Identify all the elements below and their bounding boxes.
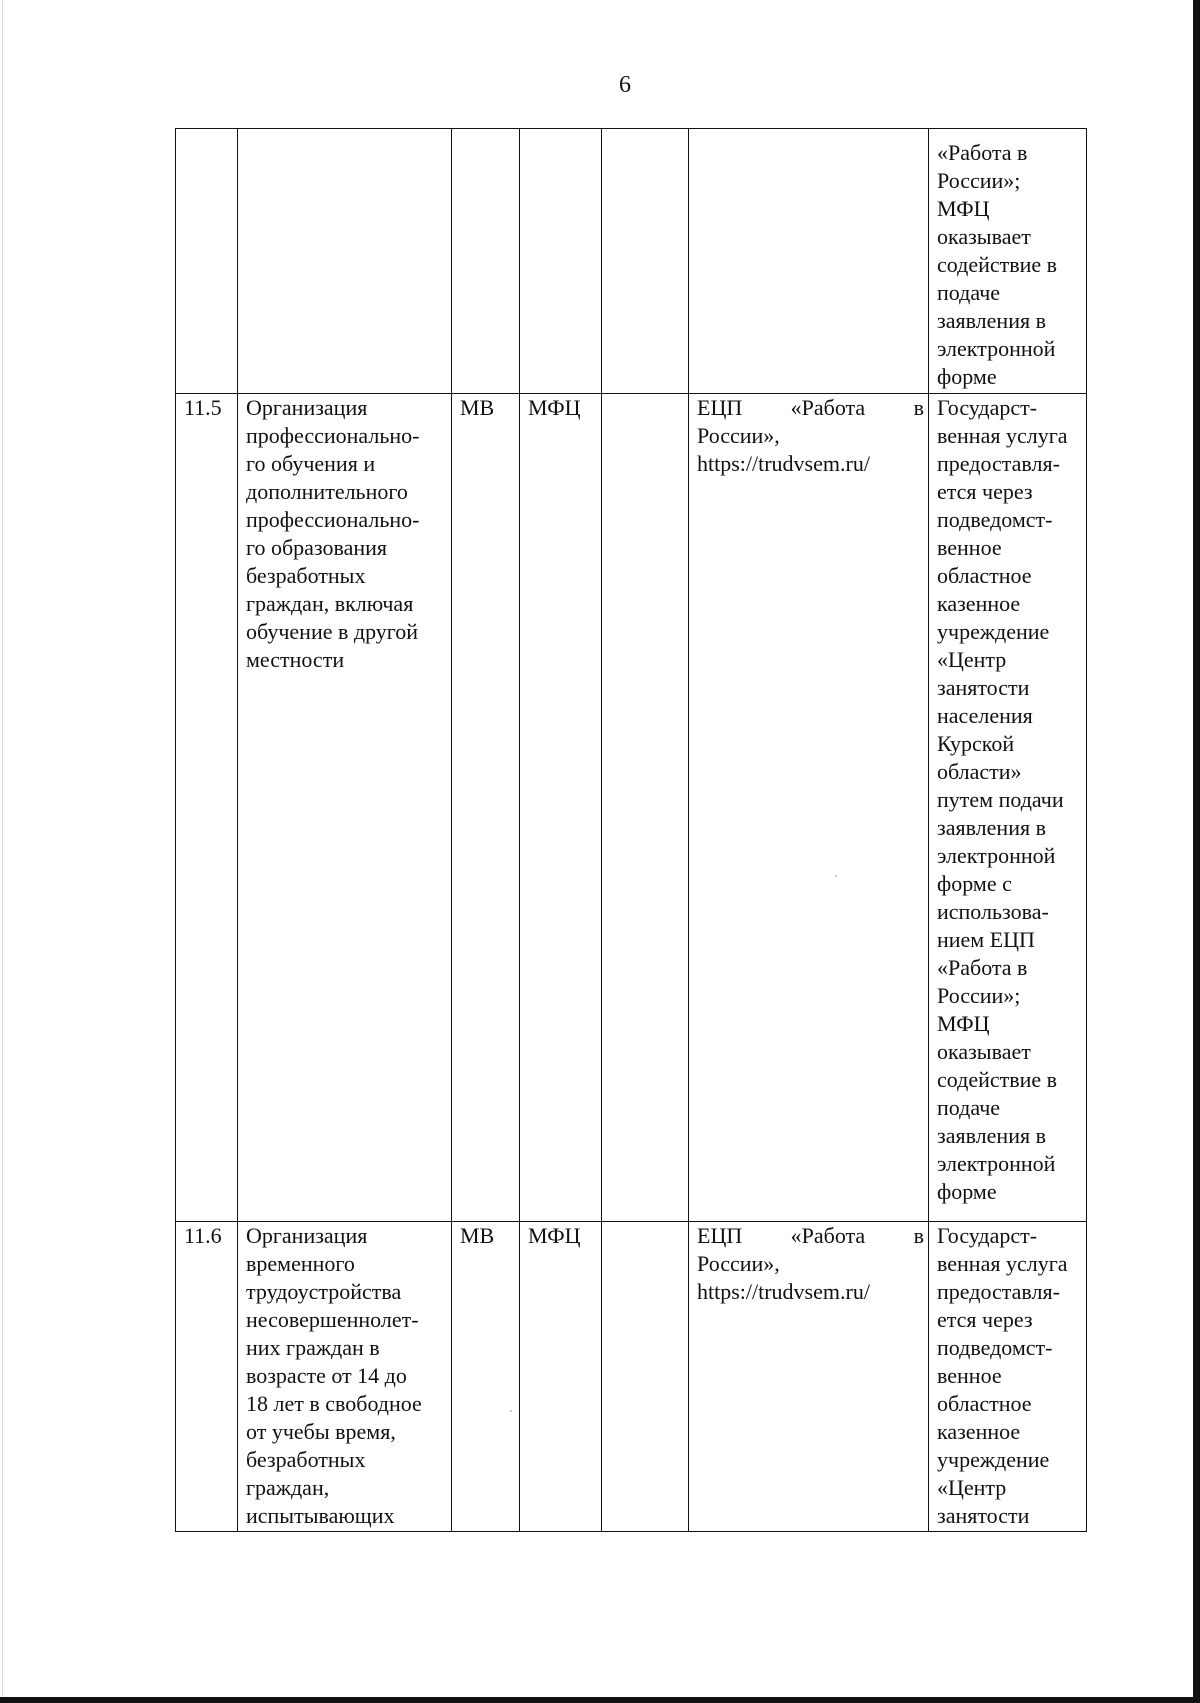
note-line: форме: [937, 364, 997, 389]
scan-edge-right: [1193, 0, 1200, 1703]
row-number: 11.5: [184, 395, 222, 420]
note-line: ется через: [937, 1307, 1033, 1332]
note-line: учреждение: [937, 619, 1050, 644]
note-line: ется через: [937, 479, 1033, 504]
note-line: венная услуга: [937, 423, 1068, 448]
service-name-cell: [238, 129, 452, 394]
ecp-line: России»,: [697, 1251, 780, 1276]
service-name-line: них граждан в: [246, 1335, 380, 1360]
mv-cell: [452, 129, 520, 394]
note-line: нием ЕЦП: [937, 927, 1035, 952]
note-line: электронной: [937, 843, 1056, 868]
note-line: занятости: [937, 1503, 1030, 1528]
note-line: заявления в: [937, 815, 1046, 840]
row-number-cell: [176, 1222, 238, 1532]
row-number: 11.6: [184, 1223, 222, 1248]
note-line: «Работа в: [937, 140, 1028, 165]
ecp-cell: [689, 394, 929, 1222]
service-name-line: временного: [246, 1251, 355, 1276]
note-cell: [929, 129, 1087, 394]
scan-edge-left: [2, 0, 3, 1703]
note-line: электронной: [937, 336, 1056, 361]
service-name-line: граждан,: [246, 1475, 330, 1500]
service-name-line: возрасте от 14 до: [246, 1363, 407, 1388]
note-line: электронной: [937, 1151, 1056, 1176]
table-row: [176, 394, 1087, 1222]
services-table: [175, 128, 1087, 1532]
note-line: путем подачи: [937, 787, 1064, 812]
mv-cell: [452, 394, 520, 1222]
ecp-line: России»,: [697, 423, 780, 448]
mv-cell: [452, 1222, 520, 1532]
note-line: «Центр: [937, 1475, 1007, 1500]
service-name-line: Организация: [246, 395, 368, 420]
note-cell: [929, 1222, 1087, 1532]
mfc-cell: [520, 129, 602, 394]
note-line: венное: [937, 1363, 1002, 1388]
mfc-cell: [520, 1222, 602, 1532]
note-line: населения: [937, 703, 1033, 728]
empty-cell: [602, 394, 689, 1222]
ecp-cell: [689, 129, 929, 394]
note-line: предоставля-: [937, 1279, 1060, 1304]
scan-speck: [510, 1410, 512, 1412]
ecp-url: https://trudvsem.ru/: [697, 451, 870, 476]
service-name-line: 18 лет в свободное: [246, 1391, 422, 1416]
note-line: подведомст-: [937, 1335, 1053, 1360]
service-name-cell: [238, 1222, 452, 1532]
mfc-label: МФЦ: [528, 1223, 581, 1248]
service-name-line: от учебы время,: [246, 1419, 396, 1444]
note-line: заявления в: [937, 308, 1046, 333]
note-line: занятости: [937, 675, 1030, 700]
row-number-cell: [176, 129, 238, 394]
note-line: России»;: [937, 168, 1021, 193]
note-line: Государст-: [937, 395, 1038, 420]
note-line: «Центр: [937, 647, 1007, 672]
note-line: венная услуга: [937, 1251, 1068, 1276]
note-line: использова-: [937, 899, 1049, 924]
empty-cell: [602, 129, 689, 394]
page-number: 6: [619, 72, 631, 98]
mfc-label: МФЦ: [528, 395, 581, 420]
note-line: области»: [937, 759, 1022, 784]
service-name-line: граждан, включая: [246, 591, 414, 616]
note-line: МФЦ: [937, 196, 990, 221]
service-name-line: Организация: [246, 1223, 368, 1248]
note-line: учреждение: [937, 1447, 1050, 1472]
note-line: оказывает: [937, 224, 1031, 249]
scan-speck: [835, 875, 837, 877]
ecp-url: https://trudvsem.ru/: [697, 1279, 870, 1304]
note-line: форме: [937, 1179, 997, 1204]
note-line: МФЦ: [937, 1011, 990, 1036]
mv-label: МВ: [460, 1223, 495, 1248]
service-name-line: безработных: [246, 1447, 366, 1472]
note-line: подаче: [937, 1095, 1001, 1120]
service-name-line: безработных: [246, 563, 366, 588]
table-row: [176, 1222, 1087, 1532]
note-line: заявления в: [937, 1123, 1046, 1148]
note-cell: [929, 394, 1087, 1222]
service-name-line: несовершеннолет-: [246, 1307, 419, 1332]
empty-cell: [602, 1222, 689, 1532]
note-line: России»;: [937, 983, 1021, 1008]
service-name-line: го образования: [246, 535, 388, 560]
note-line: содействие в: [937, 1067, 1058, 1092]
scan-edge-bottom: [0, 1697, 1200, 1703]
table-row: [176, 129, 1087, 394]
note-line: областное: [937, 563, 1032, 588]
note-line: подведомст-: [937, 507, 1053, 532]
mv-label: МВ: [460, 395, 495, 420]
service-name-line: трудоустройства: [246, 1279, 402, 1304]
service-name-line: го обучения и: [246, 451, 376, 476]
note-line: предоставля-: [937, 451, 1060, 476]
note-line: казенное: [937, 1419, 1021, 1444]
note-line: форме с: [937, 871, 1012, 896]
service-name-line: местности: [246, 647, 345, 672]
note-line: Государст-: [937, 1223, 1038, 1248]
note-line: казенное: [937, 591, 1021, 616]
note-line: содействие в: [937, 252, 1058, 277]
mfc-cell: [520, 394, 602, 1222]
service-name-line: дополнительного: [246, 479, 408, 504]
note-line: областное: [937, 1391, 1032, 1416]
ecp-cell: [689, 1222, 929, 1532]
ecp-line: ЕЦП «Работа в: [697, 395, 924, 420]
service-name-cell: [238, 394, 452, 1222]
service-name-line: обучение в другой: [246, 619, 419, 644]
service-name-line: профессионально-: [246, 423, 420, 448]
ecp-line: ЕЦП «Работа в: [697, 1223, 924, 1248]
service-name-line: испытывающих: [246, 1503, 395, 1528]
note-line: Курской: [937, 731, 1015, 756]
note-line: «Работа в: [937, 955, 1028, 980]
service-name-line: профессионально-: [246, 507, 420, 532]
note-line: венное: [937, 535, 1002, 560]
note-line: оказывает: [937, 1039, 1031, 1064]
row-number-cell: [176, 394, 238, 1222]
note-line: подаче: [937, 280, 1001, 305]
